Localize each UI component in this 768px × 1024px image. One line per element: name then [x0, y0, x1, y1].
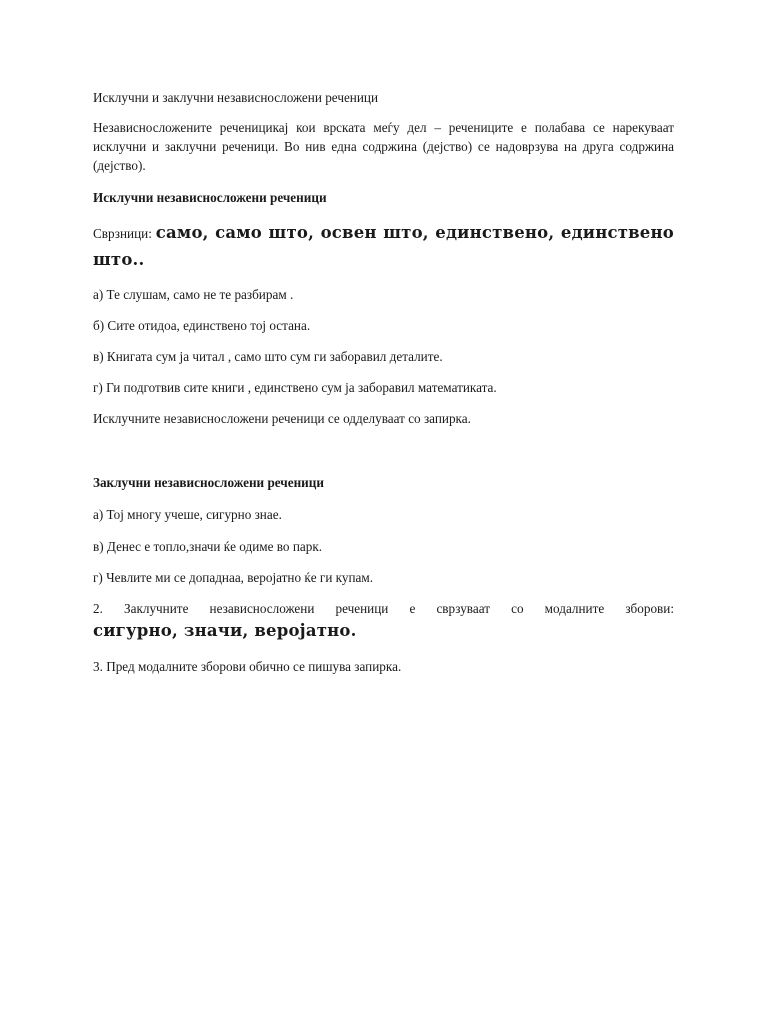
exclusive-example-b: б) Сите отидоа, единствено тој остана.	[93, 318, 311, 333]
point3-text: 3. Пред модалните зборови обично се пишува запирка.	[93, 659, 402, 674]
section2-heading: Заклучни независносложени реченици	[93, 475, 324, 490]
point2-modal-words: сигурно, значи, веројатно.	[93, 621, 357, 640]
conjunctions-paragraph	[93, 220, 674, 274]
conclusive-example-a: а) Тој многу учеше, сигурно знае.	[93, 507, 282, 522]
intro-paragraph: Независносложените реченицикај кои врската меѓу дел – речениците е полабава се нарекуваат исклучни и заклучни реченици. Во нив една содржина (дејство) се надоврзува на друга содржина (дејство).	[93, 120, 674, 173]
conclusive-example-v: в) Денес е топло,значи ќе одиме во парк.	[93, 539, 323, 554]
section1-heading: Исклучни независносложени реченици	[93, 190, 327, 205]
exclusive-example-v: в) Книгата сум ја читал , само што сум ги заборавил деталите.	[93, 349, 443, 364]
document-title: Исклучни и заклучни независносложени реченици	[93, 90, 379, 105]
conjunctions-label: Сврзници:	[93, 226, 152, 241]
exclusive-example-a: а) Те слушам, само не те разбирам .	[93, 287, 294, 302]
exclusive-note: Исклучните независносложени реченици се одделуваат со запирка.	[93, 411, 471, 426]
conclusive-example-g: г) Чевлите ми се допаднаа, веројатно ќе ги купам.	[93, 570, 374, 585]
point2-text: 2. Заклучните независносложени реченици е сврзуваат со модалните зборови:	[93, 601, 674, 616]
conjunctions-list: само, само што, освен што, единствено, единствено што..	[93, 223, 674, 269]
exclusive-example-g: г) Ги подготвив сите книги , единствено сум ја заборавил математиката.	[93, 380, 497, 395]
